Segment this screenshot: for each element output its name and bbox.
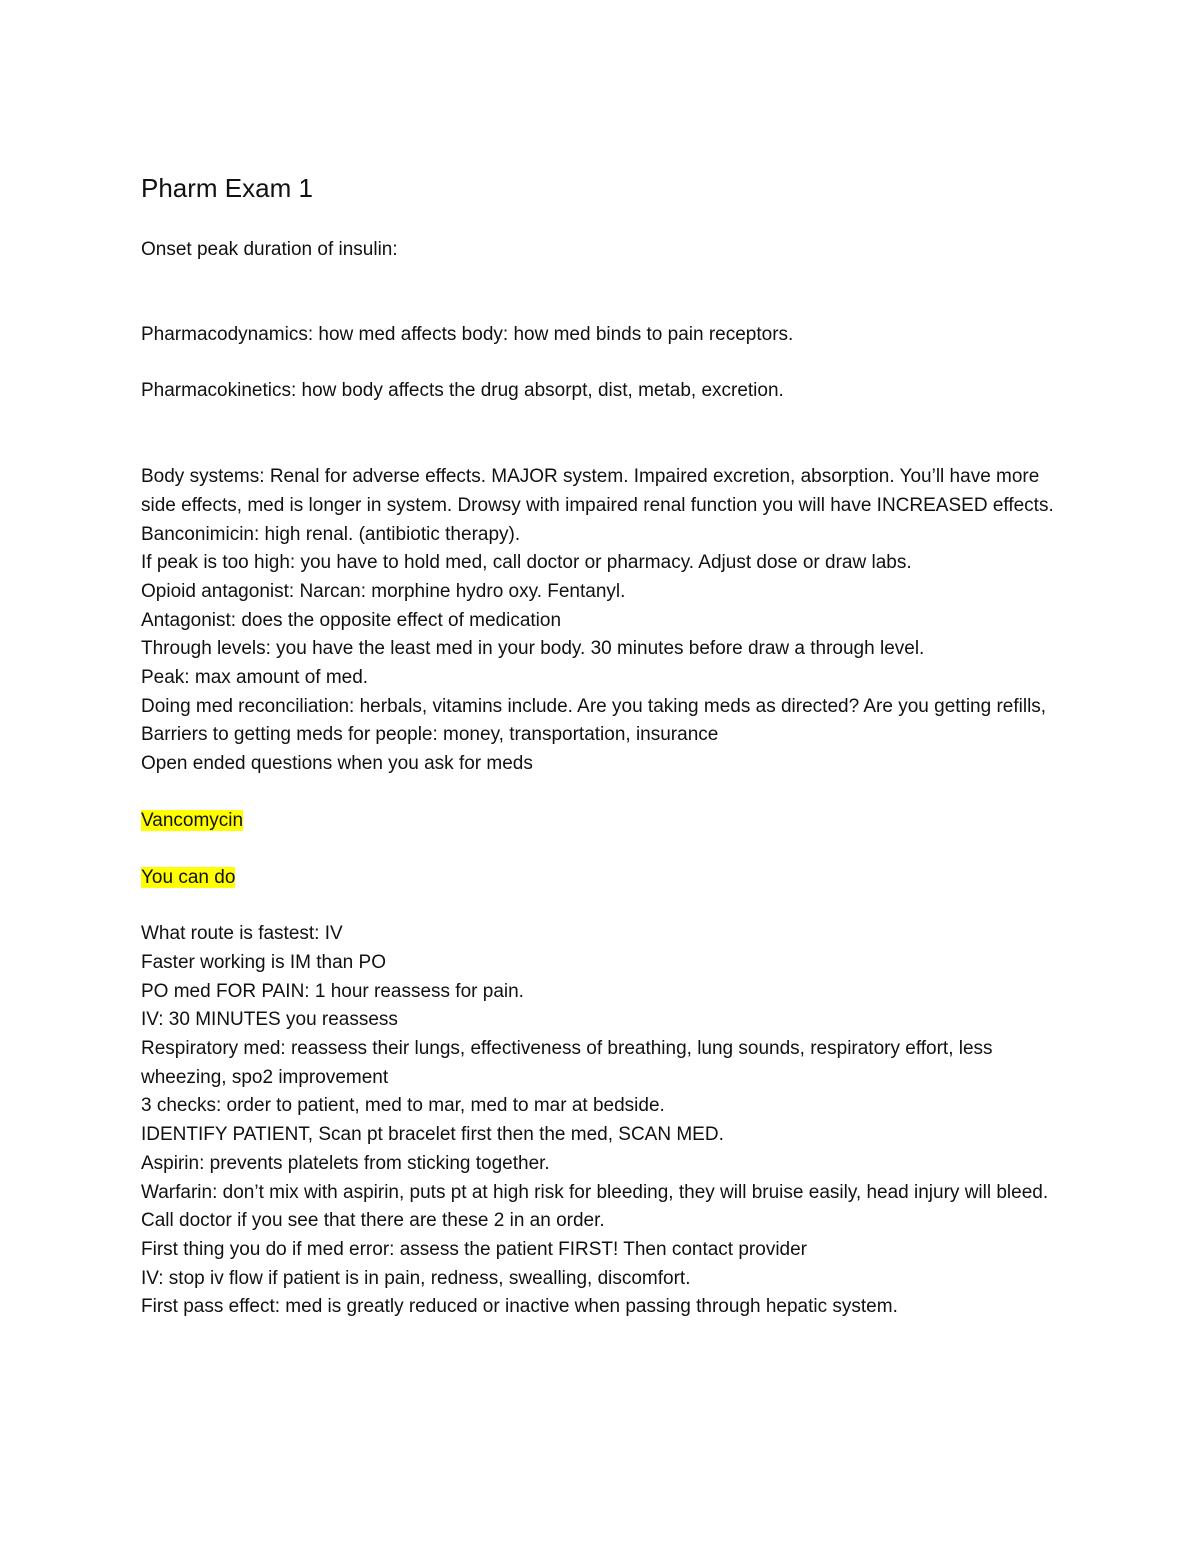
pharmacodynamics-line: Pharmacodynamics: how med affects body: how med binds to pain receptors. [141, 323, 794, 345]
note-line: IV: stop iv flow if patient is in pain, redness, swealling, discomfort. [141, 1267, 691, 1289]
note-line: IDENTIFY PATIENT, Scan pt bracelet first then the med, SCAN MED. [141, 1124, 724, 1146]
note-line: First pass effect: med is greatly reduced or inactive when passing through hepatic system. [141, 1296, 898, 1318]
document-title: Pharm Exam 1 [141, 173, 313, 203]
note-line: Barriers to getting meds for people: money, transportation, insurance [141, 724, 719, 746]
notes-block-2 [141, 920, 1061, 1322]
note-line: First thing you do if med error: assess the patient FIRST! Then contact provider [141, 1238, 808, 1260]
note-line: Body systems: Renal for adverse effects. MAJOR system. Impaired excretion, absorption. You’ll have more side effects, med is longer in system. Drowsy with impaired renal function you will have INCREASED effects. [141, 466, 1054, 516]
note-line: Call doctor if you see that there are these 2 in an order. [141, 1210, 605, 1232]
note-line: Antagonist: does the opposite effect of medication [141, 609, 562, 631]
note-line: 3 checks: order to patient, med to mar, med to mar at bedside. [141, 1095, 665, 1117]
note-line: Open ended questions when you ask for meds [141, 753, 533, 775]
spacer [141, 779, 1061, 807]
note-line: Opioid antagonist: Narcan: morphine hydro oxy. Fentanyl. [141, 580, 626, 602]
spacer [141, 349, 1061, 377]
spacer [141, 892, 1061, 920]
note-line: If peak is too high: you have to hold med, call doctor or pharmacy. Adjust dose or draw labs. [141, 552, 912, 574]
pharmacokinetics-line: Pharmacokinetics: how body affects the drug absorpt, dist, metab, excretion. [141, 380, 784, 402]
spacer [141, 406, 1061, 463]
highlight-text: You can do [141, 866, 236, 888]
notes-block-1 [141, 463, 1061, 779]
document-body [141, 170, 1061, 1322]
note-line: Banconimicin: high renal. (antibiotic therapy). [141, 523, 521, 545]
insulin-heading: Onset peak duration of insulin: [141, 239, 398, 260]
note-line: Warfarin: don’t mix with aspirin, puts pt at high risk for bleeding, they will bruise easily, head injury will bleed. [141, 1181, 1049, 1203]
highlighted-heading-vancomycin [141, 807, 1061, 836]
note-line: PO med FOR PAIN: 1 hour reassess for pain. [141, 980, 524, 1002]
note-line: IV: 30 MINUTES you reassess [141, 1009, 398, 1031]
note-line: Respiratory med: reassess their lungs, effectiveness of breathing, lung sounds, respiratory effort, less wheezing, spo2 improvement [141, 1038, 993, 1088]
highlight-text: Vancomycin [141, 809, 244, 831]
note-line: Doing med reconciliation: herbals, vitamins include. Are you taking meds as directed? Are you getting refills, [141, 695, 1047, 717]
note-line: Through levels: you have the least med in your body. 30 minutes before draw a through level. [141, 638, 925, 660]
note-line: Aspirin: prevents platelets from sticking together. [141, 1152, 550, 1174]
note-line: What route is fastest: IV [141, 923, 343, 945]
highlighted-heading-you-can-do [141, 864, 1061, 893]
note-line: Peak: max amount of med. [141, 667, 369, 689]
spacer [141, 265, 1061, 321]
spacer [141, 836, 1061, 864]
note-line: Faster working is IM than PO [141, 951, 386, 973]
